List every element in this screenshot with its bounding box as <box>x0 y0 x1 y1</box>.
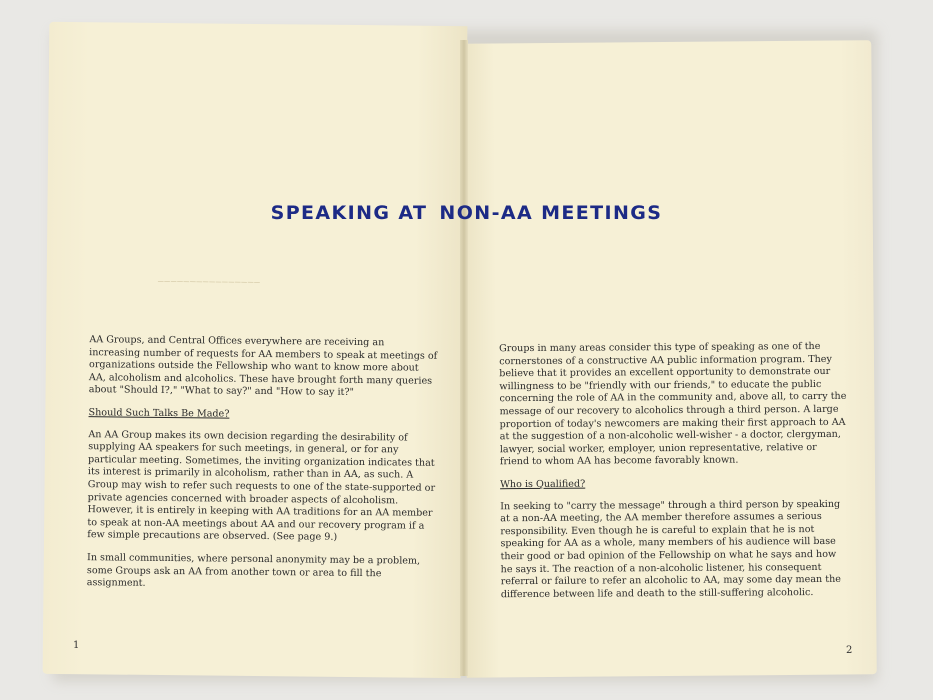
title-part-left: SPEAKING AT <box>270 202 428 224</box>
booklet-spine <box>460 40 468 676</box>
intro-paragraph: AA Groups, and Central Offices everywhere are receiving an increasing number of requests for AA members to speak at meetings of organizations outside the Fellowship who want to know more about AA, alcoholism and alcoholics. These have brought forth many queries about "Should I?," "What to say?" and "How to say it?" <box>88 334 438 399</box>
decision-paragraph: An AA Group makes its own decision regarding the desirability of supplying AA speakers for such meetings, in general, or for any particular meeting. Sometimes, the inviting organization indicates that its interest is primarily in alcoholism, rather than in AA, as such. A Group may wish to refer such requests to one of the state-supported or private agencies concerned with broader aspects of alcoholism. However, it is entirely in keeping with AA traditions for an AA member to speak at non-AA meetings about AA and our recovery program if a few simple precautions are observed. (See page 9.) <box>87 428 436 544</box>
section-heading-should-talks: Should Such Talks Be Made? <box>88 407 230 420</box>
responsibility-paragraph: In seeking to "carry the message" through a third person by speaking at a non-AA meeting, the AA member therefore assumes a serious responsibility. Even though he is careful to explain that he is not speaking for AA as a whole, many members of his audience will base their good or bad opinion of the Fellowship on what he says and how he says it. The reaction of a non-alcoholic listener, his consequent referral or failure to refer an alcoholic to AA, may some day mean the difference between life and death to the still-suffering alcoholic. <box>500 498 841 600</box>
right-page-text <box>499 341 849 612</box>
small-communities-paragraph: In small communities, where personal anonymity may be a problem, some Groups ask an AA from another town or area to fill the assignment. <box>86 552 421 589</box>
title-part-right: NON-AA MEETINGS <box>439 202 663 224</box>
left-page-text <box>87 334 438 603</box>
page-title <box>0 202 933 224</box>
page-number-left: 1 <box>73 640 80 651</box>
page-number-right: 2 <box>846 645 853 656</box>
section-heading-who-qualified: Who is Qualified? <box>500 478 586 491</box>
groups-paragraph: Groups in many areas consider this type of speaking as one of the cornerstones of a constructive AA public information program. They believe that it provides an excellent opportunity to demonstrate our willingness to be "friendly with our friends," to educate the public concerning the role of AA in the community and, above all, to carry the message of our recovery to alcoholics through a third person. A large proportion of today's newcomers are making their first approach to AA at the suggestion of a non-alcoholic well-wisher - a doctor, clergyman, lawyer, social worker, employer, union representative, relative or friend to whom AA has become favorably known. <box>499 340 847 468</box>
bleed-through-text: ──────────────── <box>157 277 261 289</box>
